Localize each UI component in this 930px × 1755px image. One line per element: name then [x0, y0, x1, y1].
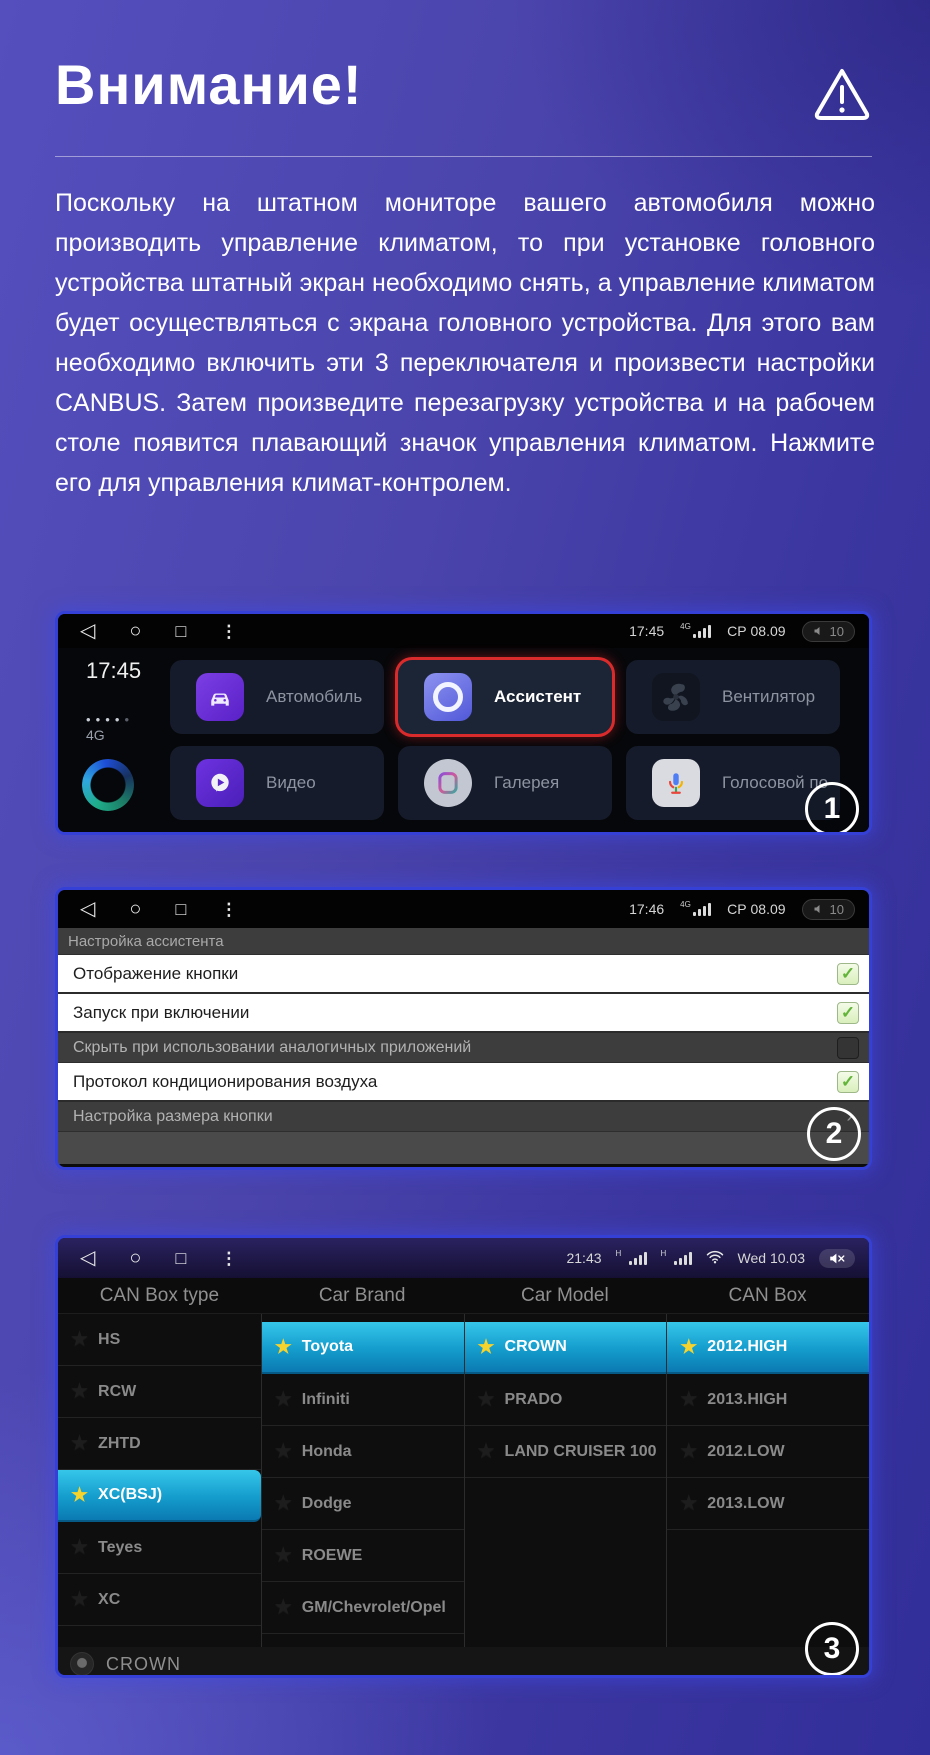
- cell-xc-bsj-selected[interactable]: [58, 1470, 261, 1522]
- star-icon: ★: [274, 1336, 292, 1358]
- cell-2012-low[interactable]: [667, 1426, 869, 1478]
- setting-row-show-button[interactable]: [58, 955, 869, 994]
- cell-gm-chevrolet-opel[interactable]: [262, 1582, 464, 1634]
- cell-infiniti[interactable]: [262, 1374, 464, 1426]
- star-icon: ★: [274, 1389, 292, 1410]
- cell-hs[interactable]: [58, 1314, 261, 1366]
- star-icon: ★: [477, 1389, 495, 1410]
- settings-footer-edge: [58, 1164, 869, 1170]
- star-icon: ★: [71, 1484, 89, 1506]
- step-badge-2: 2: [807, 1107, 861, 1161]
- cell-2012-high-selected[interactable]: [667, 1322, 869, 1374]
- cell-label: 2012.HIGH: [707, 1338, 788, 1355]
- selected-model-bar: [58, 1647, 869, 1678]
- step-badge-3: 3: [805, 1622, 859, 1676]
- recents-icon[interactable]: □: [175, 1248, 187, 1268]
- star-icon: ★: [71, 1589, 89, 1610]
- recents-icon[interactable]: □: [175, 621, 187, 641]
- sidebar-clock: 17:45: [86, 658, 142, 683]
- cell-label: ROEWE: [301, 1546, 363, 1564]
- setting-row-autostart[interactable]: [58, 994, 869, 1033]
- assistant-icon: [424, 673, 472, 721]
- sidebar-network-label: 4G: [86, 727, 105, 743]
- star-icon: ★: [71, 1537, 89, 1558]
- gallery-icon: [424, 759, 472, 807]
- launcher-sidebar: [58, 648, 170, 832]
- home-icon[interactable]: ○: [129, 898, 142, 920]
- volume-indicator: [802, 899, 855, 920]
- warning-icon: [812, 66, 872, 122]
- cell-label: 2013.HIGH: [707, 1390, 788, 1408]
- column-header-can-box-type: CAN Box type: [99, 1284, 220, 1306]
- column-can-box-type: [58, 1314, 261, 1647]
- nav-buttons: [80, 899, 237, 919]
- statusbar-2: [58, 890, 869, 928]
- app-tile-video[interactable]: [170, 746, 384, 820]
- app-label: Голосовой по: [722, 773, 829, 792]
- volume-value: 10: [829, 623, 844, 639]
- home-icon[interactable]: ○: [129, 1247, 142, 1269]
- star-icon: ★: [680, 1389, 698, 1410]
- setting-label: Отображение кнопки: [73, 963, 239, 983]
- star-icon: ★: [274, 1597, 292, 1618]
- car-icon: [196, 673, 244, 721]
- column-can-box: [666, 1314, 869, 1647]
- cell-label: GM/Chevrolet/Opel: [301, 1598, 446, 1616]
- app-tile-assistant[interactable]: [398, 660, 612, 734]
- statusbar-time: 17:46: [629, 901, 665, 917]
- statusbar-3: [58, 1238, 869, 1278]
- app-label: Автомобиль: [266, 687, 363, 706]
- cell-2013-high[interactable]: [667, 1374, 869, 1426]
- nav-buttons: [80, 621, 237, 641]
- step-badge-1: 1: [805, 782, 859, 835]
- canbus-column-headers: [58, 1278, 869, 1314]
- checkbox-unchecked[interactable]: [837, 1037, 859, 1059]
- cell-label: Infiniti: [301, 1390, 350, 1408]
- cell-label: ZHTD: [98, 1434, 141, 1452]
- mobile-signal-icon-2: H: [661, 1252, 692, 1265]
- column-car-model: [464, 1314, 667, 1647]
- launcher-body: [58, 648, 869, 832]
- assistant-ring-icon[interactable]: [82, 759, 134, 811]
- cell-label: Teyes: [98, 1538, 143, 1556]
- cell-label: Honda: [301, 1442, 352, 1460]
- back-icon[interactable]: ◁: [80, 898, 96, 920]
- statusbar-1: [58, 614, 869, 648]
- column-header-car-brand: Car Brand: [318, 1284, 406, 1306]
- star-icon: ★: [680, 1493, 698, 1514]
- chevron-right-icon: ›: [846, 1105, 853, 1127]
- cell-label: Dodge: [301, 1494, 352, 1512]
- star-icon: ★: [680, 1336, 698, 1358]
- header: [0, 0, 930, 122]
- star-icon: ★: [274, 1493, 292, 1514]
- page-title: Внимание!: [55, 53, 363, 116]
- cell-prado[interactable]: [465, 1374, 667, 1426]
- menu-icon[interactable]: ⋮: [220, 899, 238, 919]
- star-icon: ★: [274, 1441, 292, 1462]
- back-icon[interactable]: ◁: [80, 620, 96, 642]
- screenshot-launcher: [55, 611, 872, 835]
- screenshot-assistant-settings: [55, 887, 872, 1170]
- setting-row-hide[interactable]: [58, 1033, 869, 1063]
- setting-label: Протокол кондиционирования воздуха: [73, 1071, 378, 1091]
- cell-label: XC: [98, 1590, 121, 1608]
- checkbox-checked[interactable]: ✓: [837, 1071, 859, 1093]
- mobile-signal-icon: 4G: [680, 903, 711, 916]
- setting-row-button-size[interactable]: [58, 1102, 869, 1132]
- cell-rcw[interactable]: [58, 1366, 261, 1418]
- setting-label: Запуск при включении: [73, 1002, 250, 1022]
- app-tile-gallery[interactable]: [398, 746, 612, 820]
- cell-xc[interactable]: [58, 1574, 261, 1626]
- cell-label: PRADO: [504, 1390, 563, 1408]
- sidebar-network: [86, 712, 170, 743]
- statusbar-date: Wed 10.03: [737, 1250, 805, 1266]
- home-icon[interactable]: ○: [129, 620, 142, 642]
- statusbar-time: 21:43: [566, 1250, 602, 1266]
- star-icon: ★: [477, 1441, 495, 1462]
- cell-toyota-selected[interactable]: [262, 1322, 464, 1374]
- app-tile-car[interactable]: [170, 660, 384, 734]
- cell-honda[interactable]: [262, 1426, 464, 1478]
- star-icon: ★: [71, 1433, 89, 1454]
- menu-icon[interactable]: ⋮: [220, 1248, 238, 1268]
- nav-buttons: [80, 1248, 237, 1268]
- speaker-icon: [813, 625, 825, 637]
- star-icon: ★: [680, 1441, 698, 1462]
- statusbar-date: СР 08.09: [727, 623, 786, 639]
- mobile-signal-icon: 4G: [680, 625, 711, 638]
- setting-label: Настройка размера кнопки: [73, 1107, 273, 1125]
- settings-title: Настройка ассистента: [58, 928, 869, 955]
- cell-label: LAND CRUISER 100: [504, 1442, 657, 1460]
- star-icon: ★: [274, 1545, 292, 1566]
- google-mic-icon: [652, 759, 700, 807]
- cell-label: 2013.LOW: [707, 1494, 785, 1512]
- video-icon: [196, 759, 244, 807]
- star-icon: ★: [71, 1329, 89, 1350]
- cell-crown-selected[interactable]: [465, 1322, 667, 1374]
- mute-icon: [819, 1249, 855, 1268]
- recents-icon[interactable]: □: [175, 899, 187, 919]
- app-label: Видео: [266, 773, 316, 792]
- cell-label: RCW: [98, 1382, 137, 1400]
- column-header-car-model: Car Model: [521, 1284, 609, 1306]
- intro-text: Поскольку на штатном мониторе вашего автомобиля можно производить управление климатом, то при установке головного устройства штатный экран необходимо снять, а управление климатом будет осуществляться с экрана головного устройства. Для этого вам необходимо включить эти 3 переключателя и произвести настройки CANBUS. Затем произведите перезагрузку устройства и на рабочем столе появится плавающий значок управления климатом. Нажмите его для управления климат-контролем.: [55, 189, 875, 497]
- canbus-grid: [58, 1314, 869, 1647]
- volume-value: 10: [829, 901, 844, 917]
- setting-row-ac-protocol[interactable]: [58, 1063, 869, 1102]
- statusbar-time: 17:45: [629, 623, 665, 639]
- brand-logo-icon: [70, 1652, 94, 1676]
- cell-label: Toyota: [301, 1338, 354, 1355]
- cell-roewe[interactable]: [262, 1530, 464, 1582]
- cell-label: HS: [98, 1330, 121, 1348]
- back-icon[interactable]: ◁: [80, 1247, 96, 1269]
- app-label: Ассистент: [494, 687, 582, 706]
- cell-2013-low[interactable]: [667, 1478, 869, 1530]
- selected-model-label: CROWN: [106, 1653, 181, 1674]
- screenshot-canbus: [55, 1235, 872, 1678]
- fan-icon: [652, 673, 700, 721]
- app-grid: [170, 648, 869, 832]
- cell-teyes[interactable]: [58, 1522, 261, 1574]
- volume-indicator: [802, 621, 855, 642]
- star-icon: ★: [477, 1336, 495, 1358]
- divider: [55, 156, 872, 157]
- signal-dots-icon: • • • • •: [86, 712, 132, 727]
- app-tile-fan[interactable]: [626, 660, 840, 734]
- cell-dodge[interactable]: [262, 1478, 464, 1530]
- wifi-icon: [706, 1250, 724, 1267]
- column-car-brand: [261, 1314, 464, 1647]
- speaker-icon: [813, 903, 825, 915]
- setting-label: Скрыть при использовании аналогичных приложений: [73, 1038, 472, 1056]
- cell-label: 2012.LOW: [707, 1442, 785, 1460]
- settings-footer: [58, 1132, 869, 1164]
- cell-label: CROWN: [504, 1338, 567, 1355]
- cell-label: XC(BSJ): [98, 1486, 163, 1503]
- app-label: Галерея: [494, 773, 560, 792]
- checkbox-checked[interactable]: ✓: [837, 1002, 859, 1024]
- mobile-signal-icon-1: H: [616, 1252, 647, 1265]
- checkbox-checked[interactable]: ✓: [837, 963, 859, 985]
- cell-land-cruiser-100[interactable]: [465, 1426, 667, 1478]
- star-icon: ★: [71, 1381, 89, 1402]
- statusbar-date: СР 08.09: [727, 901, 786, 917]
- cell-zhtd[interactable]: [58, 1418, 261, 1470]
- column-header-can-box: CAN Box: [728, 1284, 807, 1306]
- menu-icon[interactable]: ⋮: [220, 621, 238, 641]
- app-label: Вентилятор: [722, 687, 816, 706]
